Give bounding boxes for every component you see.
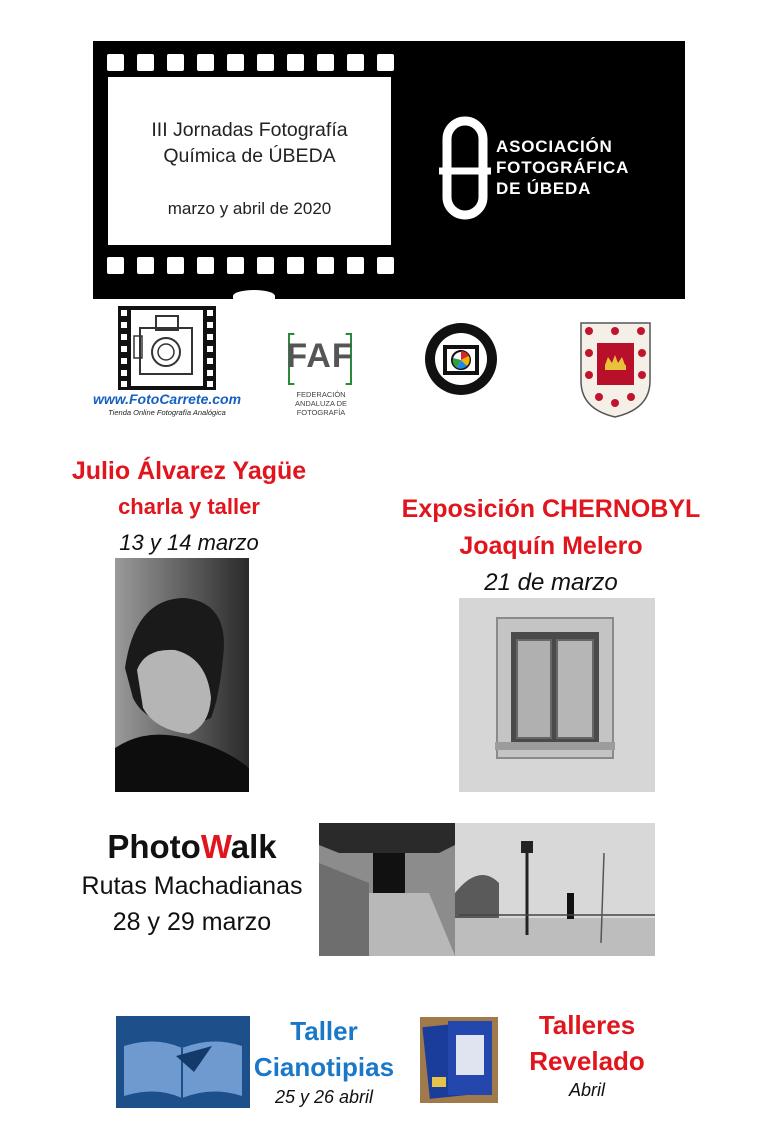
film-strip-header: [93, 41, 685, 299]
faf-line2: ANDALUZA DE: [294, 399, 348, 408]
cianotipias-line2: Cianotipias: [253, 1052, 395, 1082]
association-line2: FOTOGRÁFICA: [496, 158, 630, 177]
film-sprocket-hole: [197, 54, 214, 71]
faf-name: [276, 390, 366, 417]
revelado-line1: Talleres: [538, 1010, 636, 1040]
cianotipias-date: 25 y 26 abril: [274, 1087, 374, 1107]
chernobyl-title: Exposición CHERNOBYL: [401, 495, 701, 523]
af-logo-icon: [439, 113, 491, 223]
event-title-line1: III Jornadas Fotografía: [151, 119, 348, 141]
photowalk-photos: [319, 823, 655, 956]
revelado-line2: Revelado: [529, 1046, 645, 1076]
photowalk-title-a: Photo: [107, 828, 201, 865]
film-sprocket-hole: [257, 54, 274, 71]
film-notch: [233, 290, 275, 302]
chernobyl-subtitle: Joaquín Melero: [459, 532, 643, 560]
event-title-frame: [108, 77, 391, 245]
film-sprocket-hole: [137, 54, 154, 71]
film-sprocket-hole: [227, 257, 244, 274]
faf-line1: FEDERACIÓN: [296, 390, 346, 399]
film-sprocket-hole: [347, 54, 364, 71]
film-sprocket-hole: [377, 257, 394, 274]
film-sprocket-hole: [137, 257, 154, 274]
chernobyl-window-photo: [459, 598, 655, 792]
film-sprocket-hole: [107, 54, 124, 71]
film-sprocket-hole: [107, 257, 124, 274]
event-title-line2: Química de ÚBEDA: [163, 145, 336, 167]
cianotipia-photo: [116, 1016, 250, 1108]
faf-line3: FOTOGRAFÍA: [296, 408, 346, 417]
coat-of-arms-icon: [579, 321, 652, 419]
photowalk-subtitle: Rutas Machadianas: [81, 872, 303, 900]
julio-subtitle: charla y taller: [118, 494, 260, 519]
julio-name: Julio Álvarez Yagüe: [71, 457, 307, 485]
revelado-date: Abril: [568, 1080, 605, 1100]
camera-film-icon: [118, 306, 216, 390]
event-dates: marzo y abril de 2020: [167, 199, 332, 218]
film-sprocket-hole: [227, 54, 244, 71]
association-name: [496, 136, 629, 199]
film-sprocket-hole: [167, 257, 184, 274]
fotocarrete-url[interactable]: www.FotoCarrete.com: [92, 391, 242, 407]
association-line1: ASOCIACIÓN: [496, 137, 613, 156]
revelado-photo: [420, 1017, 498, 1103]
film-sprocket-hole: [257, 257, 274, 274]
photowalk-title-w: W: [200, 828, 231, 865]
julio-portrait-photo: [115, 558, 249, 792]
film-sprocket-hole: [377, 54, 394, 71]
cianotipias-line1: Taller: [290, 1016, 358, 1046]
chernobyl-date: 21 de marzo: [484, 569, 618, 596]
film-sprocket-hole: [317, 257, 334, 274]
association-line3: DE ÚBEDA: [496, 179, 592, 198]
film-sprocket-hole: [287, 257, 304, 274]
fotocarrete-logo: [118, 306, 216, 390]
fotocarrete-tagline: Tienda Online Fotografía Analógica: [108, 408, 226, 417]
film-sprocket-hole: [317, 54, 334, 71]
film-sprocket-hole: [287, 54, 304, 71]
photowalk-date: 28 y 29 marzo: [112, 908, 272, 936]
film-sprocket-hole: [347, 257, 364, 274]
photowalk-title: [82, 828, 302, 866]
confederacion-logo-icon: [423, 321, 499, 397]
film-sprocket-hole: [197, 257, 214, 274]
julio-date: 13 y 14 marzo: [119, 530, 259, 555]
faf-letters: FAF: [286, 337, 354, 375]
photowalk-title-c: alk: [230, 828, 277, 865]
film-sprocket-hole: [167, 54, 184, 71]
